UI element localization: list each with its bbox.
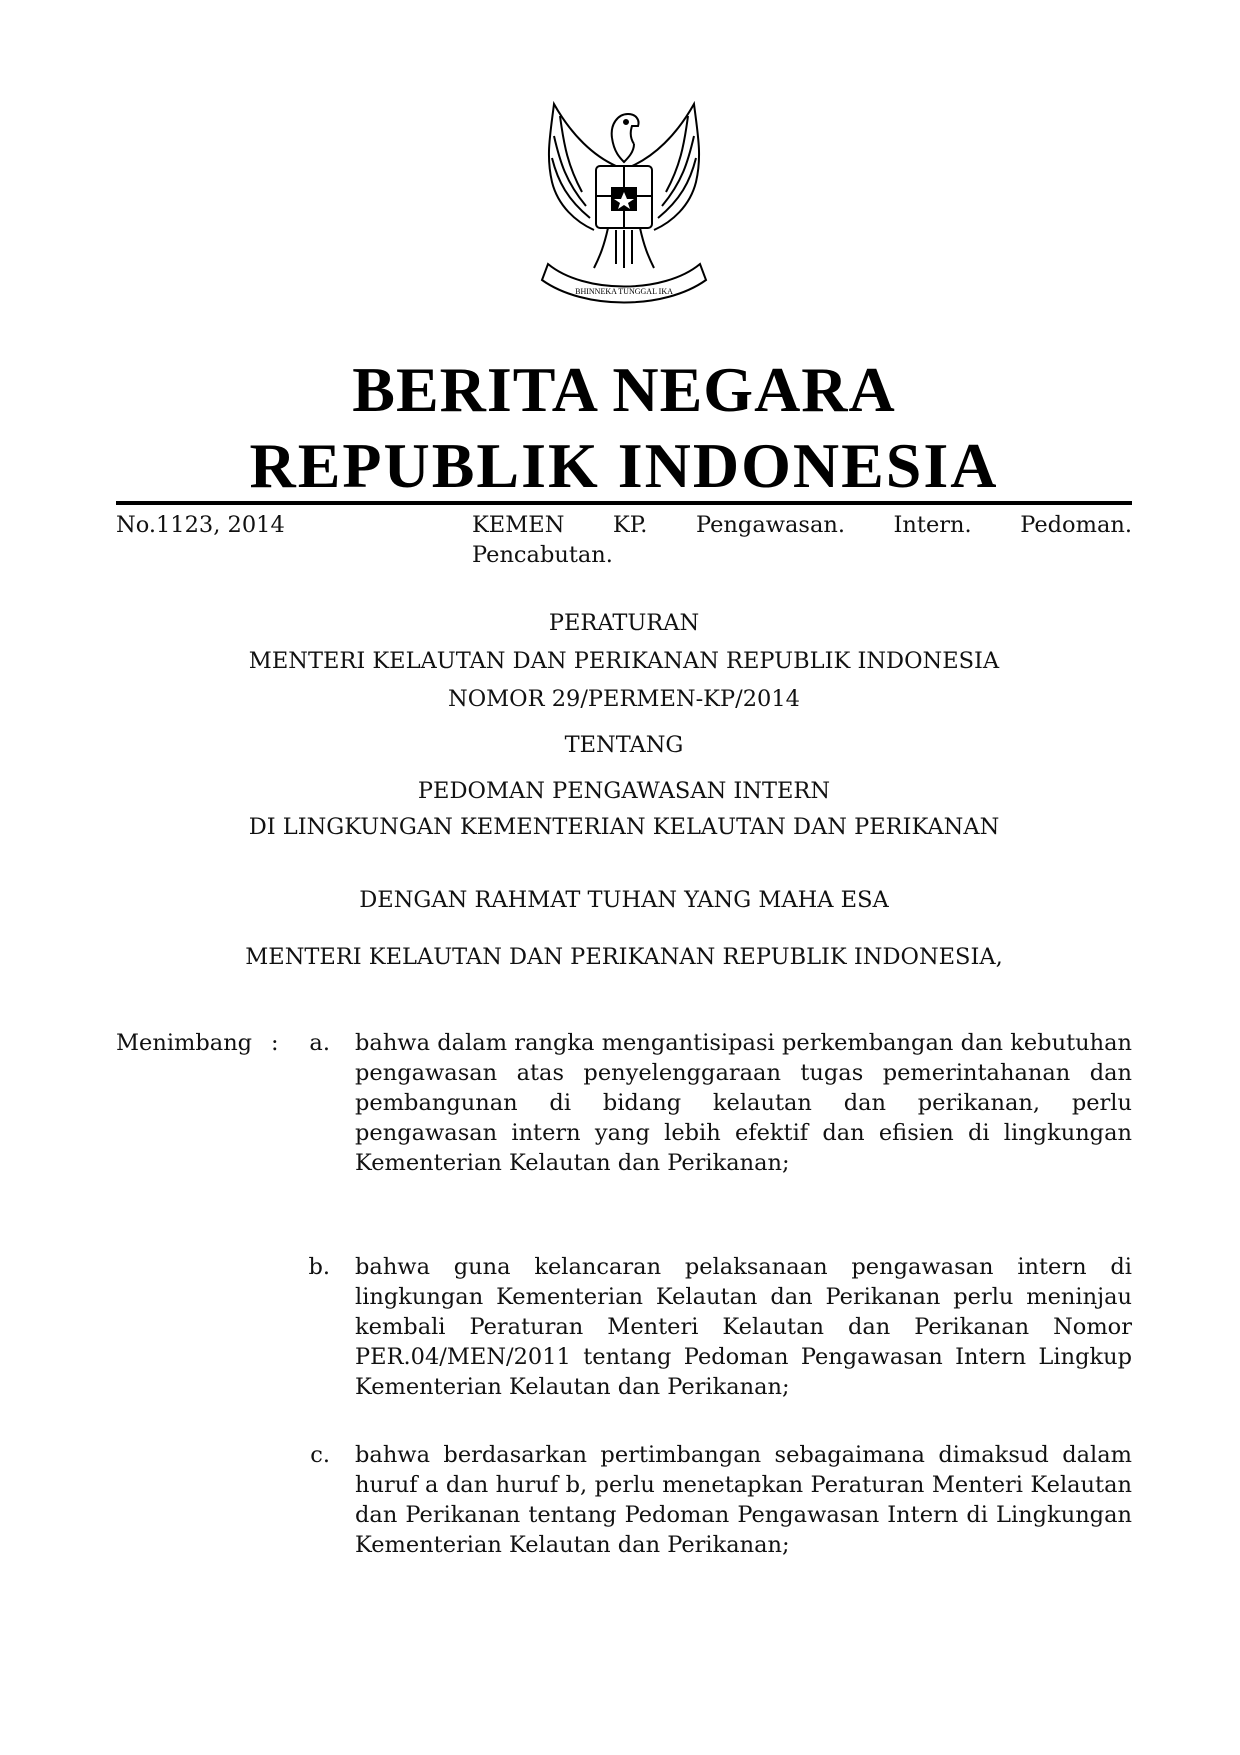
considering-item-letter: b.	[308, 1254, 330, 1280]
considering-label	[116, 1028, 279, 1058]
regulation-type: PERATURAN	[548, 610, 700, 636]
gazette-description-line-1: KEMEN KP. Pengawasan. Intern. Pedoman.	[472, 512, 1132, 538]
regulation-title-line-2: DI LINGKUNGAN KEMENTERIAN KELAUTAN DAN PERIKANAN	[248, 814, 1000, 840]
considering-item-text: bahwa berdasarkan pertimbangan sebagaimana dimaksud dalam huruf a dan huruf b, perlu menetapkan Peraturan Menteri Kelautan dan Perikanan tentang Pedoman Pengawasan Intern di Lingkungan Kementerian Kelautan dan Perikanan;	[355, 1442, 1132, 1558]
considering-item-letter: c.	[310, 1442, 330, 1468]
blessing-line: DENGAN RAHMAT TUHAN YANG MAHA ESA	[359, 887, 889, 913]
regulation-about: TENTANG	[564, 732, 684, 758]
considering-colon: :	[271, 1030, 279, 1056]
garuda-emblem-icon	[524, 96, 724, 316]
masthead-line-2: REPUBLIK INDONESIA	[249, 430, 999, 501]
considering-item-text: bahwa dalam rangka mengantisipasi perkembangan dan kebutuhan pengawasan atas penyelenggaraan tugas pemerintahanan dan pembangunan di bidang kelautan dan perikanan, perlu pengawasan intern yang lebih efektif dan efisien di lingkungan Kementerian Kelautan dan Perikanan;	[355, 1030, 1132, 1176]
emblem-motto: BHINNEKA TUNGGAL IKA	[575, 287, 673, 296]
considering-item-letter: a.	[309, 1030, 330, 1056]
masthead-line-1: BERITA NEGARA	[352, 354, 896, 425]
considering-label-text: Menimbang	[116, 1030, 253, 1056]
gazette-description	[472, 510, 1132, 570]
considering-item-text: bahwa guna kelancaran pelaksanaan pengawasan intern di lingkungan Kementerian Kelautan dan Perikanan perlu meninjau kembali Peraturan Menteri Kelautan dan Perikanan Nomor PER.04/MEN/2011 tentang Pedoman Pengawasan Intern Lingkup Kementerian Kelautan dan Perikanan;	[355, 1254, 1132, 1400]
gazette-description-line-2: Pencabutan.	[472, 542, 613, 568]
gazette-number: No.1123, 2014	[116, 512, 285, 538]
masthead-rule	[116, 501, 1132, 505]
regulation-title-line-1: PEDOMAN PENGAWASAN INTERN	[417, 778, 831, 804]
regulation-number: NOMOR 29/PERMEN-KP/2014	[448, 686, 800, 712]
regulation-issuer: MENTERI KELAUTAN DAN PERIKANAN REPUBLIK INDONESIA	[248, 648, 1000, 674]
minister-line: MENTERI KELAUTAN DAN PERIKANAN REPUBLIK INDONESIA,	[245, 944, 1003, 970]
